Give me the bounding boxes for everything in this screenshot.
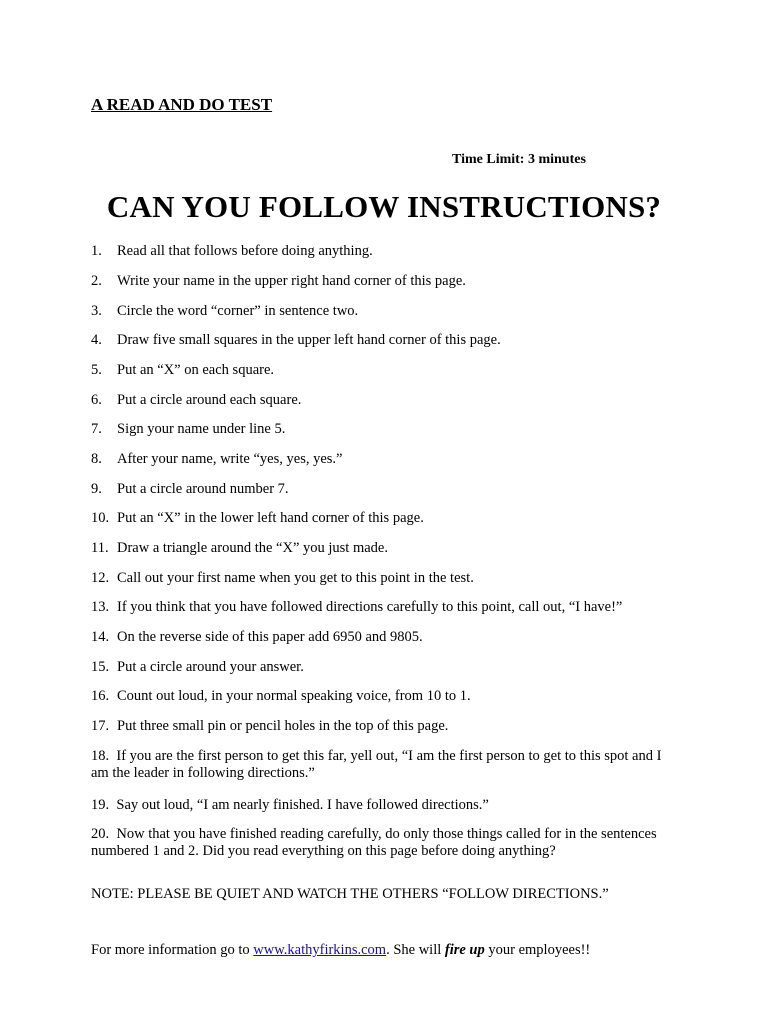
instruction-text: Call out your first name when you get to this point in the test. <box>117 570 474 586</box>
instruction-number: 13. <box>91 599 110 615</box>
instruction-text: Sign your name under line 5. <box>117 421 286 437</box>
instruction-text: If you think that you have followed directions carefully to this point, call out, “I have!” <box>117 599 623 615</box>
instruction-number: 11. <box>91 540 109 556</box>
instruction-number: 19. <box>91 797 110 813</box>
footer-emphasis: fire up <box>444 942 485 958</box>
footer-middle: . She will <box>386 942 445 958</box>
instruction-text: Count out loud, in your normal speaking voice, from 10 to 1. <box>117 688 471 704</box>
instruction-number: 9. <box>91 481 102 497</box>
instruction-text: Put a circle around each square. <box>117 392 302 408</box>
instruction-number: 5. <box>91 362 102 378</box>
instruction-item <box>91 392 691 409</box>
instruction-number: 16. <box>91 688 110 704</box>
footer-text <box>91 942 590 959</box>
instruction-number: 14. <box>91 629 110 645</box>
instruction-number: 4. <box>91 332 102 348</box>
page-heading: CAN YOU FOLLOW INSTRUCTIONS? <box>106 189 662 224</box>
website-link[interactable]: www.kathyfirkins.com <box>253 942 387 958</box>
instruction-item <box>91 243 691 260</box>
instruction-text: Circle the word “corner” in sentence two. <box>117 303 359 319</box>
instruction-item <box>91 748 681 782</box>
time-limit: Time Limit: 3 minutes <box>452 152 586 167</box>
instruction-item <box>91 510 691 527</box>
instruction-item <box>91 688 691 705</box>
instruction-number: 6. <box>91 392 102 408</box>
instruction-item <box>91 599 691 616</box>
instruction-item <box>91 362 691 379</box>
instruction-item <box>91 570 691 587</box>
instruction-number: 8. <box>91 451 102 467</box>
instruction-text: Put an “X” in the lower left hand corner of this page. <box>117 510 424 526</box>
document-title: A READ AND DO TEST <box>91 95 273 114</box>
instruction-item <box>91 451 691 468</box>
instruction-text: Put a circle around your answer. <box>117 659 304 675</box>
instruction-number: 7. <box>91 421 102 437</box>
instruction-item <box>91 540 691 557</box>
instruction-number: 12. <box>91 570 110 586</box>
footer-suffix: your employees!! <box>484 942 591 958</box>
instruction-item <box>91 273 691 290</box>
instruction-item <box>91 421 691 438</box>
instruction-text: Put an “X” on each square. <box>117 362 275 378</box>
instruction-text: Read all that follows before doing anything. <box>117 243 373 259</box>
instruction-text: Now that you have finished reading carefully, do only those things called for in the sentences numbered 1 and 2. Did you read everything on this page before doing anything? <box>91 826 657 859</box>
instruction-item <box>91 332 691 349</box>
instruction-item <box>91 718 691 735</box>
instruction-number: 3. <box>91 303 102 319</box>
instruction-text: Put three small pin or pencil holes in the top of this page. <box>117 718 449 734</box>
instruction-item <box>91 481 691 498</box>
instruction-number: 15. <box>91 659 110 675</box>
instruction-number: 10. <box>91 510 110 526</box>
instruction-text: If you are the first person to get this far, yell out, “I am the first person to get to this spot and I am the leader in following directions.” <box>91 748 662 781</box>
instruction-text: Say out loud, “I am nearly finished. I have followed directions.” <box>116 797 489 813</box>
note-text: NOTE: PLEASE BE QUIET AND WATCH THE OTHERS “FOLLOW DIRECTIONS.” <box>91 886 609 902</box>
instruction-text: On the reverse side of this paper add 6950 and 9805. <box>117 629 423 645</box>
instruction-item <box>91 629 691 646</box>
instruction-item <box>91 826 681 860</box>
instruction-text: Draw five small squares in the upper left hand corner of this page. <box>117 332 501 348</box>
instruction-item <box>91 797 681 814</box>
instruction-text: Put a circle around number 7. <box>117 481 289 497</box>
instruction-text: Write your name in the upper right hand corner of this page. <box>117 273 466 289</box>
instruction-text: After your name, write “yes, yes, yes.” <box>117 451 343 467</box>
instruction-number: 17. <box>91 718 110 734</box>
instruction-text: Draw a triangle around the “X” you just made. <box>117 540 388 556</box>
footer-prefix: For more information go to <box>91 942 254 958</box>
instruction-item <box>91 303 691 320</box>
instruction-item <box>91 659 691 676</box>
instruction-number: 18. <box>91 748 110 764</box>
instruction-number: 1. <box>91 243 102 259</box>
instruction-number: 2. <box>91 273 102 289</box>
instruction-number: 20. <box>91 826 110 842</box>
